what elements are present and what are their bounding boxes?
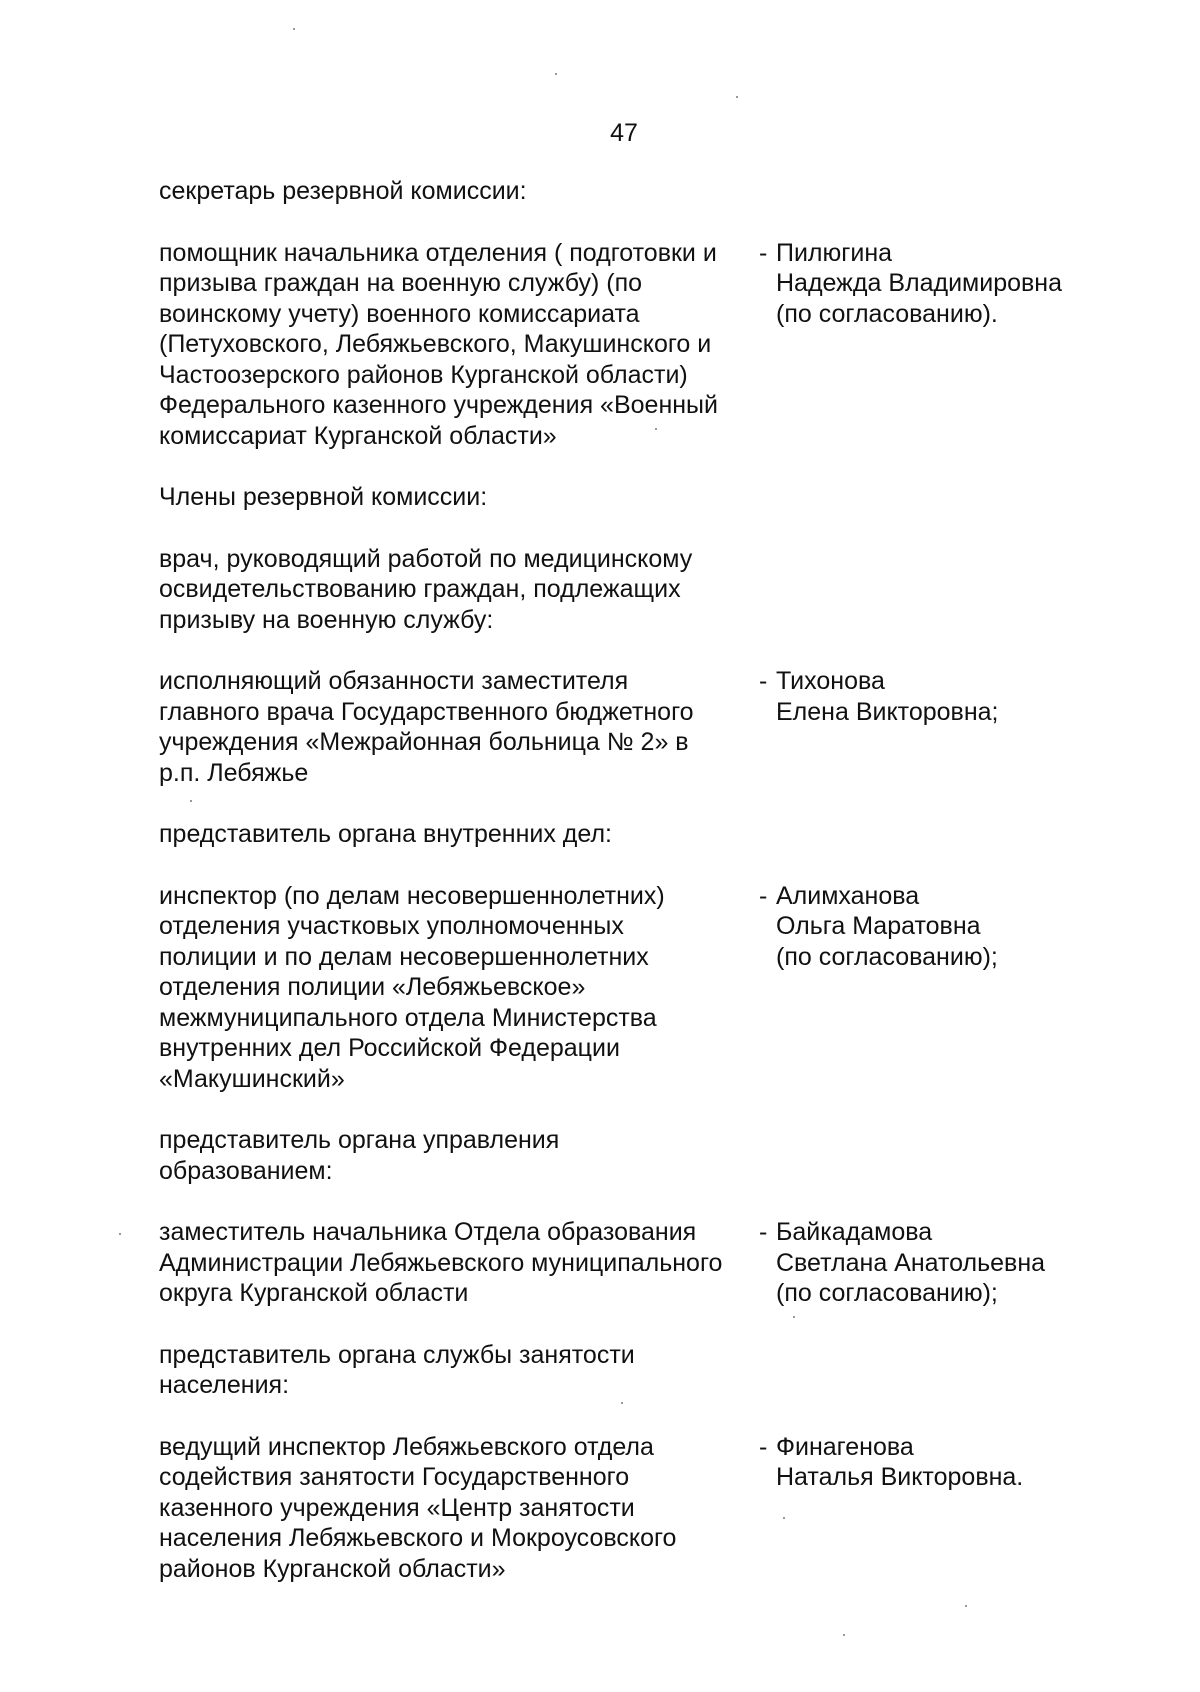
dash: - (759, 881, 768, 910)
heading-line: Члены резервной комиссии: (159, 483, 488, 511)
position-line: округа Курганской области (159, 1279, 469, 1307)
member-entry-pilyugina (159, 238, 1089, 452)
position-line: полиции и по делам несовершеннолетних (159, 942, 649, 971)
name-line: Надежда Владимировна (776, 269, 1062, 297)
position-line: содействия занятости Государственного (159, 1463, 630, 1491)
section-heading-education (159, 1125, 1089, 1186)
member-position (159, 1432, 759, 1585)
heading-line: населения: (159, 1371, 290, 1399)
position-line: отделения полиции «Лебяжьевское» (159, 973, 586, 1001)
position-line: ведущий инспектор Лебяжьевского отдела (159, 1432, 654, 1461)
position-line: казенного учреждения «Центр занятости (159, 1493, 635, 1522)
scan-speck (655, 428, 657, 430)
heading-line: врач, руководящий работой по медицинскому (159, 544, 693, 573)
heading-line: образованием: (159, 1156, 333, 1185)
name-line: Пилюгина (776, 238, 893, 267)
scan-speck (736, 96, 738, 98)
position-line: «Макушинский» (159, 1064, 345, 1093)
member-entry-alimkhanova (159, 881, 1089, 1095)
position-line: исполняющий обязанности заместителя (159, 667, 629, 695)
position-line: р.п. Лебяжье (159, 758, 309, 787)
section-heading-members (159, 482, 1089, 513)
position-line: заместитель начальника Отдела образования (159, 1218, 697, 1246)
name-line: (по согласованию). (776, 299, 998, 328)
position-line: межмуниципального отдела Министерства (159, 1003, 657, 1032)
position-line: инспектор (по делам несовершеннолетних) (159, 881, 665, 910)
heading-line: представитель органа службы занятости (159, 1340, 635, 1369)
name-line: Елена Викторовна; (776, 697, 999, 726)
position-line: призыва граждан на военную службу) (по (159, 269, 643, 297)
member-name (759, 666, 1089, 727)
position-line: отделения участковых уполномоченных (159, 912, 624, 940)
position-line: населения Лебяжьевского и Мокроусовского (159, 1524, 677, 1552)
member-entry-tikhonova (159, 666, 1089, 788)
scan-speck (793, 1316, 795, 1318)
name-line: Наталья Викторовна. (776, 1463, 1024, 1491)
position-line: комиссариат Курганской области» (159, 421, 557, 450)
position-line: Администрации Лебяжьевского муниципального (159, 1248, 723, 1277)
member-name (759, 238, 1089, 330)
member-entry-baykadamova (159, 1217, 1089, 1309)
scan-speck (293, 28, 295, 30)
dash: - (759, 667, 768, 695)
heading-line: представитель органа управления (159, 1126, 560, 1154)
member-name (759, 881, 1089, 973)
name-line: Светлана Анатольевна (776, 1248, 1046, 1277)
section-heading-employment (159, 1340, 1089, 1401)
member-entry-finagenova (159, 1432, 1089, 1585)
section-heading-secretary (159, 176, 1089, 207)
position-line: внутренних дел Российской Федерации (159, 1034, 620, 1062)
scan-speck (621, 1402, 623, 1404)
member-position (159, 881, 759, 1095)
scan-speck (965, 1605, 967, 1607)
section-heading-police (159, 819, 1089, 850)
name-line: (по согласованию); (776, 942, 998, 971)
name-line: Алимханова (776, 881, 920, 910)
heading-line: призыву на военную службу: (159, 605, 494, 634)
heading-line: представитель органа внутренних дел: (159, 820, 613, 848)
scan-speck (843, 1634, 845, 1636)
name-line: Байкадамова (776, 1218, 933, 1246)
name-line: Ольга Маратовна (776, 912, 981, 940)
position-line: Частоозерского районов Курганской области) (159, 360, 688, 389)
scan-speck (190, 800, 192, 802)
name-line: (по согласованию); (776, 1279, 998, 1307)
dash: - (759, 1218, 768, 1246)
dash: - (759, 238, 768, 267)
member-name (759, 1432, 1089, 1493)
member-position (159, 238, 759, 452)
section-heading-doctor (159, 544, 1089, 636)
member-name (759, 1217, 1089, 1309)
position-line: воинскому учету) военного комиссариата (159, 299, 640, 328)
heading-line: освидетельствованию граждан, подлежащих (159, 575, 681, 603)
dash: - (759, 1432, 768, 1461)
position-line: (Петуховского, Лебяжьевского, Макушинского и (159, 330, 712, 358)
position-line: Федерального казенного учреждения «Военный (159, 391, 718, 419)
scan-speck (119, 1233, 121, 1235)
member-position (159, 666, 759, 788)
scan-speck (783, 1517, 785, 1519)
name-line: Тихонова (776, 667, 885, 695)
position-line: помощник начальника отделения ( подготовки и (159, 238, 717, 267)
position-line: учреждения «Межрайонная больница № 2» в (159, 728, 689, 756)
name-line: Финагенова (776, 1432, 914, 1461)
scan-speck (555, 73, 557, 75)
commission-list (159, 176, 1089, 1584)
heading-line: секретарь резервной комиссии: (159, 177, 527, 205)
member-position (159, 1217, 759, 1309)
position-line: главного врача Государственного бюджетного (159, 697, 694, 726)
page-number: 47 (610, 119, 638, 147)
position-line: районов Курганской области» (159, 1554, 506, 1583)
